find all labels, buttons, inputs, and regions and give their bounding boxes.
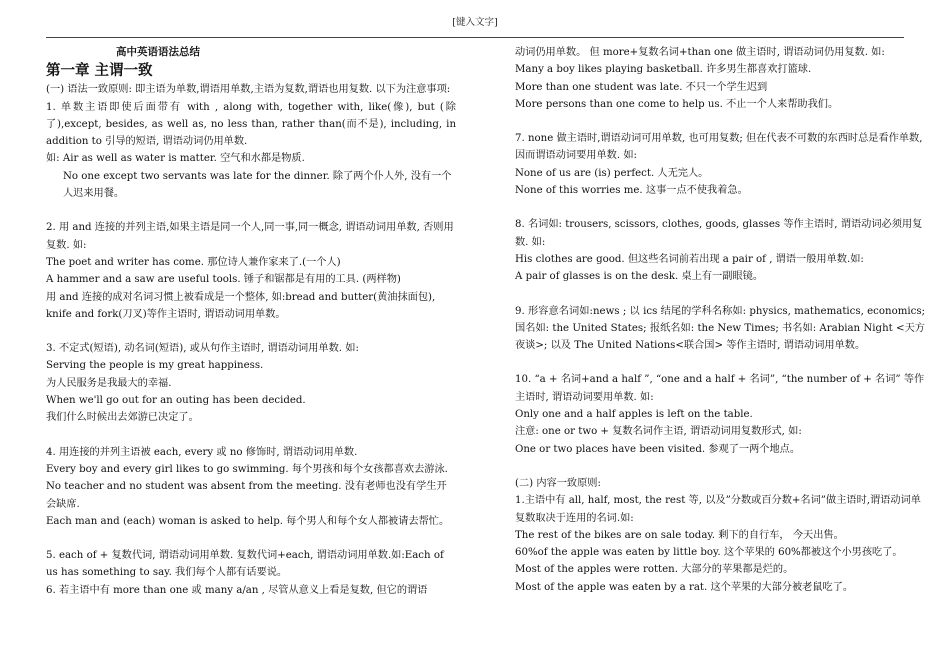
spacer [515, 199, 925, 216]
spacer [46, 427, 456, 444]
example-line: 如: Air as well as water is matter. 空气和水都是物质. [46, 153, 305, 165]
rule-4: 4. 用连接的并列主语被 each, every 或 no 修饰时, 谓语动词用单数. [46, 446, 358, 458]
example-line: 60%of the apple was eaten by little boy. 这个苹果的 60%都被这个小男孩吃了。 [515, 547, 903, 559]
section-intro: (一) 语法一致原则: 即主语为单数,谓语用单数,主语为复数,谓语也用复数. 以下为注意事项: [46, 84, 451, 96]
example-line: A pair of glasses is on the desk. 桌上有一副眼镜。 [515, 271, 764, 283]
example-line: None of this worries me. 这事一点不使我着急。 [515, 185, 748, 197]
spacer [515, 113, 925, 130]
note-line: 用 and 连接的成对名词习惯上被看成是一个整体, 如:bread and butter(黄油抹面包), knife and fork(刀叉)等作主语时, 谓语动词用单数。 [46, 291, 436, 320]
rule-content-1: 1.主语中有 all, half, most, the rest 等, 以及”分数或百分数+名词”做主语时,谓语动词单复数取决于连用的名词.如: [515, 495, 921, 524]
example-line: 我们什么时候出去郊游已决定了。 [46, 412, 199, 424]
example-line: One or two places have been visited. 参观了一两个地点。 [515, 443, 801, 455]
spacer [46, 530, 456, 547]
rule-7: 7. none 做主语时,谓语动词可用单数, 也可用复数; 但在代表不可数的东西时总是看作单数,因而谓语动词要用单数. 如: [515, 133, 923, 162]
example-line: No one except two servants was late for the dinner. 除了两个仆人外, 没有一个人迟来用餐。 [63, 170, 452, 200]
spacer [515, 286, 925, 303]
example-line: Many a boy likes playing basketball. 许多男生都喜欢打篮球. [515, 64, 812, 76]
rule-1: 1. 单数主语即使后面带有 with , along with, together with, like(像), but (除了),except, besides, as well as, no less than, rather than(而不是), including, in addition to 引导的短语, 谓语动词仍用单数. [46, 101, 456, 148]
example-line: The poet and writer has come. 那位诗人兼作家来了.(一个人) [46, 256, 341, 268]
rule-10: 10. “a + 名词+and a half ”, “one and a half + 名词”, “the number of + 名词” 等作主语时, 谓语动词要用单数. 如: [515, 374, 925, 403]
rule-9: 9. 形容意名词如:news ; 以 ics 结尾的学科名称如: physics, mathematics, economics; 国名如: the United States; 报纸名如: the New Times; 书名如: Arabian Night <天方夜谈>; 以及 The United Nations<联合国> 等作主语时, 谓语动词用单数。 [515, 305, 925, 352]
rule-8: 8. 名词如: trousers, scissors, clothes, goods, glasses 等作主语时, 谓语动词必须用复数. 如: [515, 219, 923, 248]
document-title: 高中英语语法总结 [116, 46, 200, 58]
example-line: Only one and a half apples is left on the table. [515, 409, 753, 421]
example-line: A hammer and a saw are useful tools. 锤子和锯都是有用的工具. (两样物) [46, 274, 401, 286]
rule-6: 6. 若主语中有 more than one 或 many a/an , 尽管从意义上看是复数, 但它的谓语 [46, 584, 428, 596]
note-line: 注意: one or two + 复数名词作主语, 谓语动词用复数形式, 如: [515, 426, 802, 438]
left-column [46, 44, 456, 599]
example-line: More persons than one come to help us. 不止一个人来帮助我们。 [515, 98, 839, 110]
header-rule [46, 37, 904, 38]
spacer [515, 354, 925, 371]
example-line: More than one student was late. 不只一个学生迟到 [515, 81, 768, 93]
example-line: 为人民服务是我最大的幸福. [46, 377, 172, 389]
rule-5: 5. each of + 复数代词, 谓语动词用单数. 复数代词+each, 谓语动词用单数.如:Each of us has something to say. 我们每个人都有话要说。 [46, 550, 444, 579]
example-line: Most of the apples were rotten. 大部分的苹果都是烂的。 [515, 564, 794, 576]
right-column [515, 44, 925, 596]
example-line: When we'll go out for an outing has been decided. [46, 395, 306, 407]
example-line: Most of the apple was eaten by a rat. 这个苹果的大部分被老鼠吃了。 [515, 581, 854, 593]
spacer [46, 323, 456, 340]
example-line: No teacher and no student was absent from the meeting. 没有老师也没有学生开会缺席. [46, 481, 447, 510]
chapter-heading: 第一章 主谓一致 [46, 62, 153, 80]
example-line: None of us are (is) perfect. 人无完人。 [515, 167, 709, 179]
spacer [515, 458, 925, 475]
rule-6-continued: 动词仍用单数。 但 more+复数名词+than one 做主语时, 谓语动词仍用复数. 如: [515, 47, 885, 58]
example-line: Serving the people is my great happiness. [46, 360, 264, 372]
example-line: The rest of the bikes are on sale today. 剩下的自行车， 今天出售。 [515, 529, 844, 541]
example-line: Every boy and every girl likes to go swimming. 每个男孩和每个女孩都喜欢去游泳. [46, 463, 448, 475]
page-header: [键入文字] [452, 17, 498, 28]
rule-3: 3. 不定式(短语), 动名词(短语), 或从句作主语时, 谓语动词用单数. 如: [46, 343, 359, 355]
example-line: Each man and (each) woman is asked to help. 每个男人和每个女人都被请去帮忙。 [46, 515, 450, 527]
spacer [46, 202, 456, 219]
rule-2: 2. 用 and 连接的并列主语,如果主语是同一个人,同一事,同一概念, 谓语动词用单数, 否则用复数. 如: [46, 222, 454, 251]
section-heading: (二) 内容一致原则: [515, 477, 601, 489]
example-line: His clothes are good. 但这些名词前若出现 a pair of , 谓语一般用单数.如: [515, 253, 864, 265]
